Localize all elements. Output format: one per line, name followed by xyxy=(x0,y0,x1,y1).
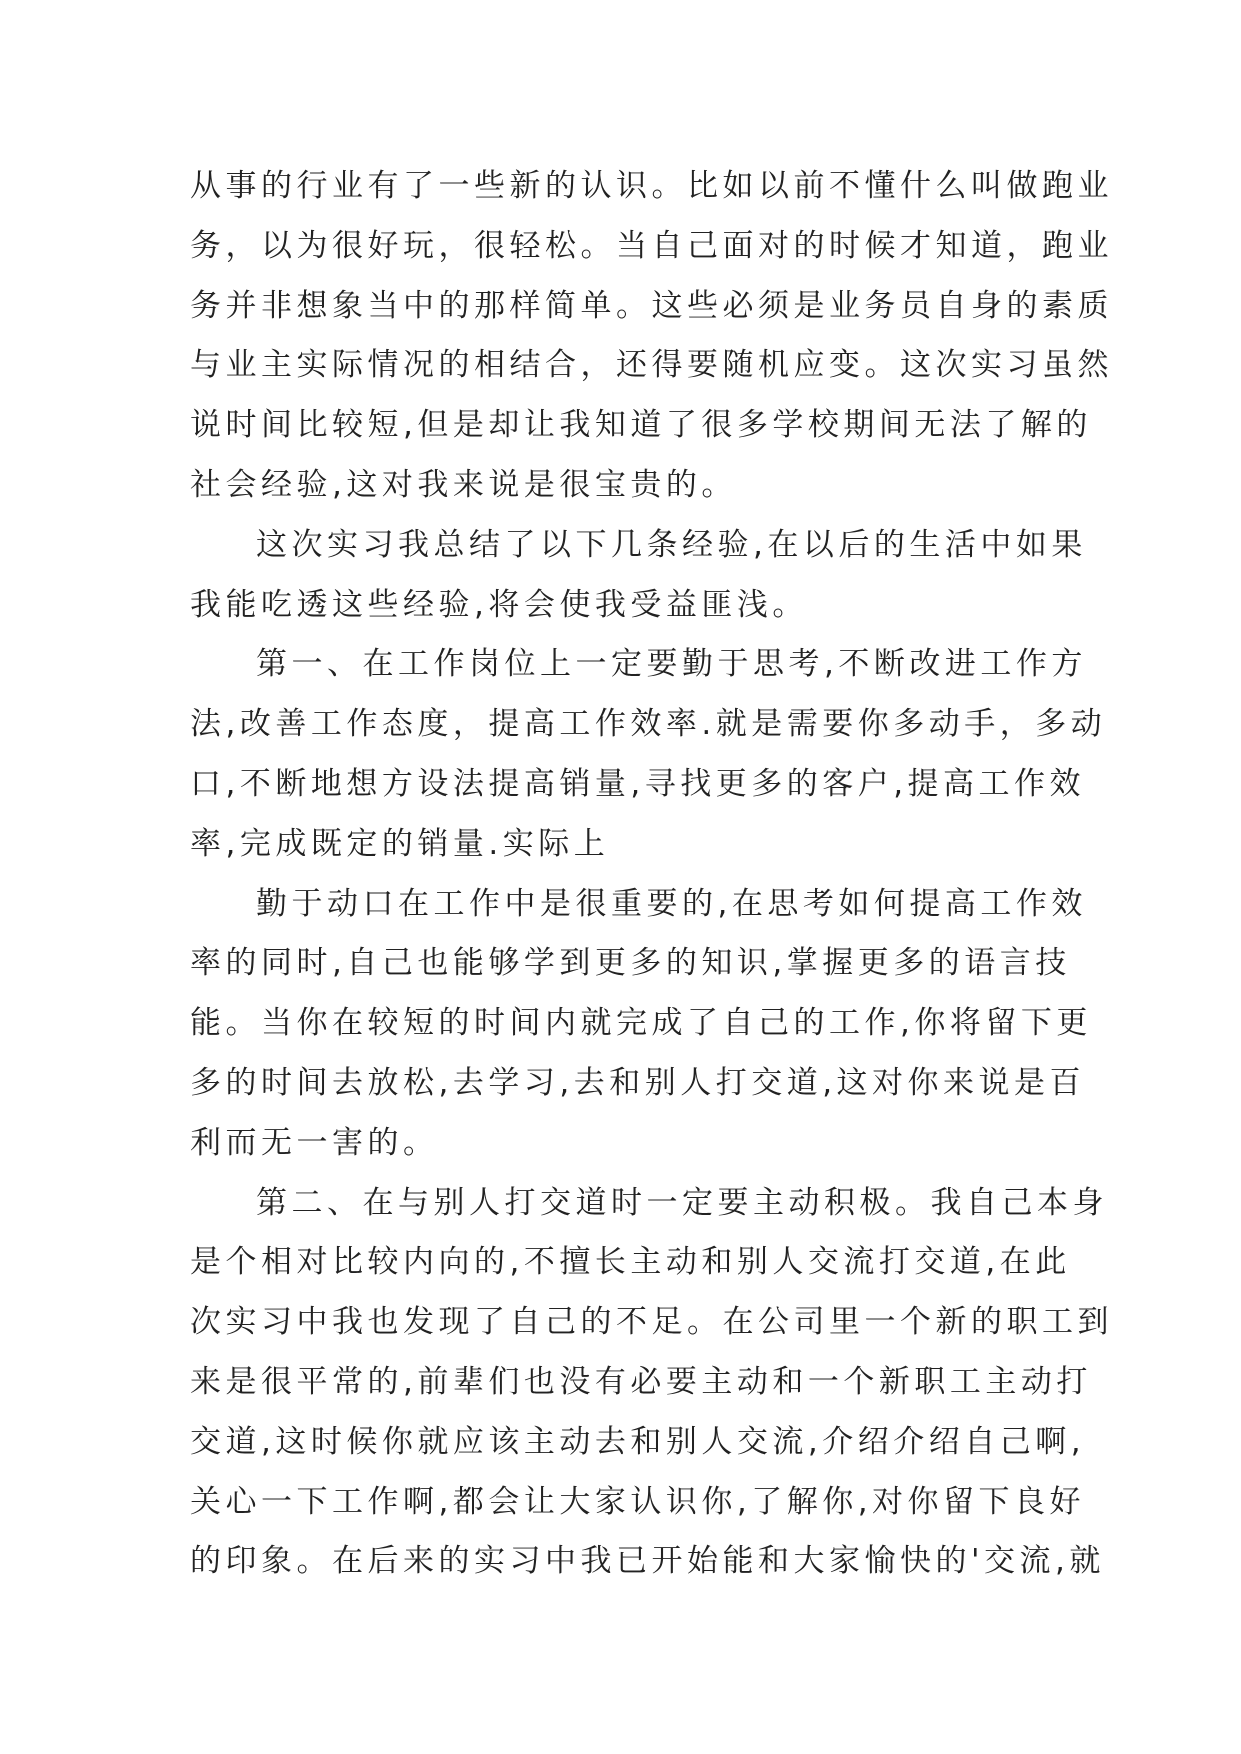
text-line: 第一、在工作岗位上一定要勤于思考,不断改进工作方 xyxy=(256,646,1087,683)
text-line: 次实习中我也发现了自己的不足。在公司里一个新的职工到 xyxy=(190,1304,1113,1341)
text-line: 社会经验,这对我来说是很宝贵的。 xyxy=(190,466,737,503)
text-line: 率的同时,自己也能够学到更多的知识,掌握更多的语言技 xyxy=(190,945,1071,982)
text-line: 务，以为很好玩，很轻松。当自己面对的时候才知道，跑业 xyxy=(190,227,1113,264)
text-line: 口,不断地想方设法提高销量,寻找更多的客户,提高工作效 xyxy=(190,765,1086,802)
text-line: 率,完成既定的销量.实际上 xyxy=(190,825,610,862)
text-line: 我能吃透这些经验,将会使我受益匪浅。 xyxy=(190,586,808,623)
document-body xyxy=(190,157,1113,1592)
text-line: 勤于动口在工作中是很重要的,在思考如何提高工作效 xyxy=(256,885,1087,922)
paragraph-2 xyxy=(190,516,1087,636)
text-line: 第二、在与别人打交道时一定要主动积极。我自己本身 xyxy=(256,1184,1108,1221)
text-line: 的印象。在后来的实习中我已开始能和大家愉快的'交流,就 xyxy=(190,1543,1105,1580)
text-line: 关心一下工作啊,都会让大家认识你,了解你,对你留下良好 xyxy=(190,1483,1086,1520)
paragraph-4 xyxy=(190,875,1092,1174)
text-line: 说时间比较短,但是却让我知道了很多学校期间无法了解的 xyxy=(190,407,1092,444)
text-line: 与业主实际情况的相结合，还得要随机应变。这次实习虽然 xyxy=(190,347,1113,384)
text-line: 能。当你在较短的时间内就完成了自己的工作,你将留下更 xyxy=(190,1005,1092,1042)
text-line: 是个相对比较内向的,不擅长主动和别人交流打交道,在此 xyxy=(190,1244,1071,1281)
text-line: 多的时间去放松,去学习,去和别人打交道,这对你来说是百 xyxy=(190,1064,1086,1101)
text-line: 法,改善工作态度，提高工作效率.就是需要你多动手，多动 xyxy=(190,706,1107,743)
paragraph-1 xyxy=(190,157,1113,516)
text-line: 务并非想象当中的那样简单。这些必须是业务员自身的素质 xyxy=(190,287,1113,324)
text-line: 交道,这时候你就应该主动去和别人交流,介绍介绍自己啊, xyxy=(190,1423,1086,1460)
text-line: 从事的行业有了一些新的认识。比如以前不懂什么叫做跑业 xyxy=(190,168,1113,204)
paragraph-3 xyxy=(190,635,1107,874)
text-line: 来是很平常的,前辈们也没有必要主动和一个新职工主动打 xyxy=(190,1363,1092,1400)
text-line: 这次实习我总结了以下几条经验,在以后的生活中如果 xyxy=(256,526,1087,563)
paragraph-5 xyxy=(190,1174,1113,1593)
text-line: 利而无一害的。 xyxy=(190,1124,439,1161)
